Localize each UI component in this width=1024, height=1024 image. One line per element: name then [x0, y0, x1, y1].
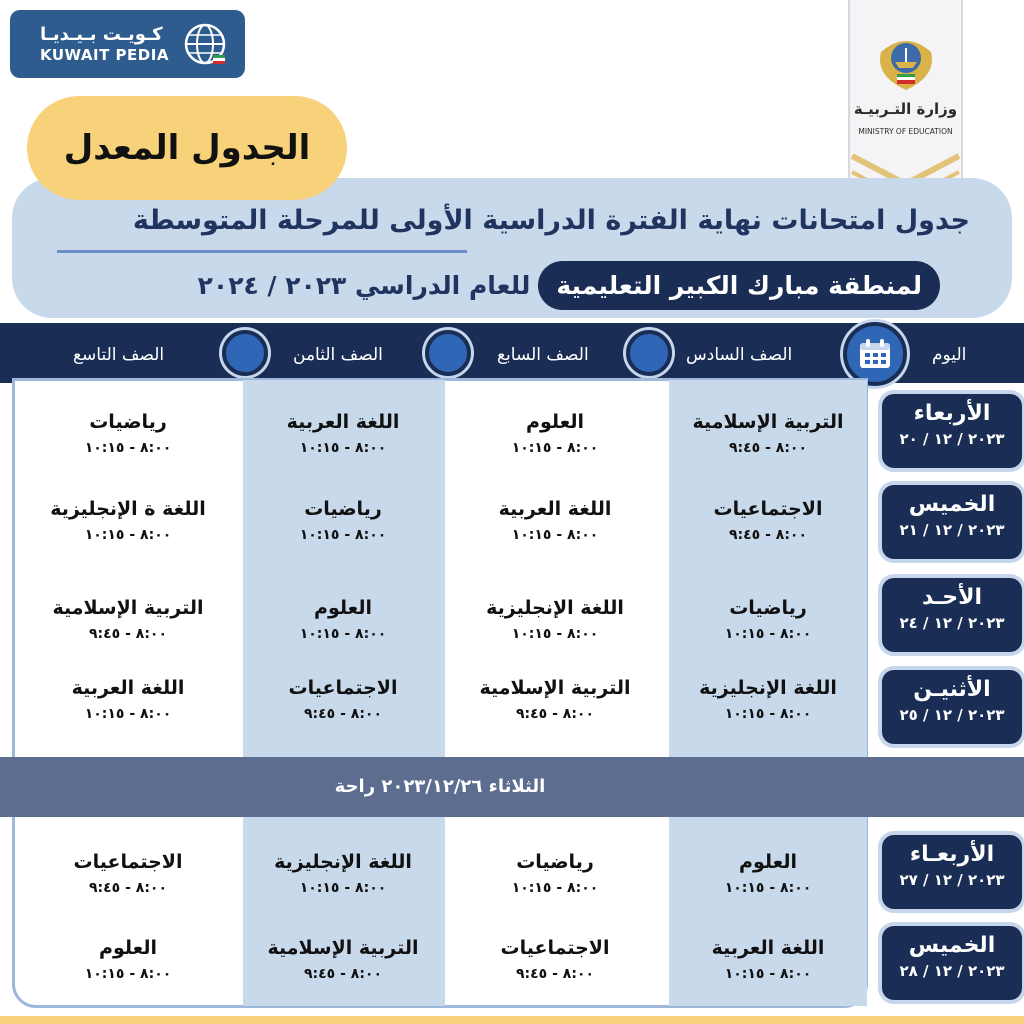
exam-cell [243, 676, 443, 724]
exam-subject: اللغة العربية [71, 677, 185, 699]
day-name: الخميس [908, 933, 996, 958]
kuwaitpedia-logo-ar: كـويـت بـيـديـا [40, 24, 163, 45]
exam-subject: العلوم [526, 411, 584, 433]
day-date: ٢٠٢٣ / ١٢ / ٢٠ [899, 430, 1005, 448]
exam-time: ٨:٠٠ - ١٠:١٥ [84, 527, 172, 543]
subtitle-underline [57, 250, 467, 253]
exam-subject: العلوم [739, 851, 797, 873]
exam-time: ٨:٠٠ - ١٠:١٥ [724, 880, 812, 896]
exam-time: ٨:٠٠ - ٩:٤٥ [88, 880, 168, 896]
exam-cell [28, 596, 228, 644]
exam-cell [28, 497, 228, 545]
exam-time: ٨:٠٠ - ١٠:١٥ [511, 880, 599, 896]
exam-cell [243, 497, 443, 545]
exam-subject: العلوم [314, 597, 372, 619]
exam-cell [243, 410, 443, 458]
exam-cell [668, 596, 868, 644]
exam-time: ٨:٠٠ - ١٠:١٥ [299, 880, 387, 896]
day-date: ٢٠٢٣ / ١٢ / ٢٨ [899, 962, 1005, 980]
exam-cell [28, 936, 228, 984]
exam-cell [243, 596, 443, 644]
exam-cell [668, 850, 868, 898]
exam-time: ٨:٠٠ - ٩:٤٥ [88, 626, 168, 642]
exam-cell [28, 850, 228, 898]
exam-time: ٨:٠٠ - ٩:٤٥ [303, 966, 383, 982]
exam-time: ٨:٠٠ - ١٠:١٥ [511, 626, 599, 642]
exam-subject: اللغة ة الإنجليزية [50, 498, 206, 520]
exam-subject: اللغة الإنجليزية [274, 851, 412, 873]
exam-subject: اللغة الإنجليزية [699, 677, 837, 699]
exam-cell [243, 936, 443, 984]
exam-cell [668, 497, 868, 545]
day-badge [882, 926, 1022, 1000]
day-date: ٢٠٢٣ / ١٢ / ٢٥ [899, 706, 1005, 724]
exam-time: ٨:٠٠ - ٩:٤٥ [303, 706, 383, 722]
exam-cell [455, 410, 655, 458]
exam-time: ٨:٠٠ - ١٠:١٥ [84, 440, 172, 456]
kuwaitpedia-logo [10, 10, 245, 78]
exam-time: ٨:٠٠ - ١٠:١٥ [84, 966, 172, 982]
day-date: ٢٠٢٣ / ١٢ / ٢٤ [899, 614, 1005, 632]
grade7-circle-icon [626, 330, 672, 376]
bottom-accent-line [0, 1016, 1024, 1024]
exam-cell [243, 850, 443, 898]
exam-time: ٨:٠٠ - ١٠:١٥ [511, 527, 599, 543]
day-date: ٢٠٢٣ / ١٢ / ٢١ [899, 521, 1005, 539]
day-name: الخميس [908, 492, 996, 517]
academic-year: للعام الدراسي ٢٠٢٣ / ٢٠٢٤ [197, 270, 531, 300]
exam-subject: الاجتماعيات [73, 851, 183, 873]
exam-subject: اللغة الإنجليزية [486, 597, 624, 619]
exam-cell [455, 936, 655, 984]
globe-icon [183, 22, 227, 66]
exam-time: ٨:٠٠ - ٩:٤٥ [728, 440, 808, 456]
day-badge [882, 485, 1022, 559]
exam-time: ٨:٠٠ - ٩:٤٥ [515, 706, 595, 722]
ministry-name-en: MINISTRY OF EDUCATION [858, 127, 953, 136]
rest-day-text: الثلاثاء ٢٠٢٣/١٢/٢٦ راحة [334, 776, 546, 797]
exam-time: ٨:٠٠ - ١٠:١٥ [724, 706, 812, 722]
exam-cell [668, 676, 868, 724]
column-header-grade7: الصف السابع [497, 345, 589, 365]
exam-subject: التربية الإسلامية [267, 937, 419, 959]
exam-subject: رياضيات [516, 851, 594, 873]
day-badge [882, 578, 1022, 652]
exam-time: ٨:٠٠ - ٩:٤٥ [728, 527, 808, 543]
exam-subject: الاجتماعيات [713, 498, 823, 520]
exam-time: ٨:٠٠ - ١٠:١٥ [299, 626, 387, 642]
ministry-name-ar: وزارة التـربيـة [853, 100, 958, 118]
day-name: الأثنيـن [913, 677, 991, 702]
exam-cell [668, 410, 868, 458]
day-name: الأربعـاء [909, 842, 995, 867]
exam-subject: اللغة العربية [286, 411, 400, 433]
exam-subject: التربية الإسلامية [479, 677, 631, 699]
exam-subject: التربية الإسلامية [692, 411, 844, 433]
grade9-circle-icon [222, 330, 268, 376]
region-row [40, 258, 940, 312]
exam-subject: رياضيات [729, 597, 807, 619]
exam-cell [455, 676, 655, 724]
exam-subject: اللغة العربية [711, 937, 825, 959]
day-name: الأربعاء [913, 401, 991, 426]
exam-cell [28, 410, 228, 458]
column-header-grade9: الصف التاسع [73, 345, 165, 365]
exam-cell [668, 936, 868, 984]
exam-subject: اللغة العربية [498, 498, 612, 520]
column-header-grade8: الصف الثامن [293, 345, 383, 365]
exam-subject: رياضيات [304, 498, 382, 520]
exam-time: ٨:٠٠ - ١٠:١٥ [724, 626, 812, 642]
exam-subject: العلوم [99, 937, 157, 959]
day-badge [882, 835, 1022, 909]
exam-time: ٨:٠٠ - ١٠:١٥ [299, 440, 387, 456]
exam-cell [455, 497, 655, 545]
grade8-circle-icon [425, 330, 471, 376]
exam-subject: الاجتماعيات [288, 677, 398, 699]
exam-cell [455, 596, 655, 644]
exam-subject: الاجتماعيات [500, 937, 610, 959]
exam-time: ٨:٠٠ - ٩:٤٥ [515, 966, 595, 982]
day-name: الأحـد [921, 585, 982, 610]
day-badge [882, 394, 1022, 468]
region-badge: لمنطقة مبارك الكبير التعليمية [538, 261, 940, 310]
exam-cell [455, 850, 655, 898]
exam-time: ٨:٠٠ - ١٠:١٥ [299, 527, 387, 543]
day-badge [882, 670, 1022, 744]
exam-cell [28, 676, 228, 724]
exam-subject: التربية الإسلامية [52, 597, 204, 619]
exam-time: ٨:٠٠ - ١٠:١٥ [511, 440, 599, 456]
title-badge: الجدول المعدل [27, 96, 347, 200]
kuwait-emblem-icon [875, 28, 937, 94]
day-date: ٢٠٢٣ / ١٢ / ٢٧ [899, 871, 1005, 889]
exam-subject: رياضيات [89, 411, 167, 433]
schedule-subtitle: جدول امتحانات نهاية الفترة الدراسية الأولى للمرحلة المتوسطة [132, 205, 970, 236]
exam-time: ٨:٠٠ - ١٠:١٥ [84, 706, 172, 722]
column-header-grade6: الصف السادس [686, 345, 793, 365]
kuwaitpedia-logo-en: KUWAIT PEDIA [40, 46, 169, 64]
calendar-icon [843, 322, 907, 386]
column-header-day: اليوم [932, 345, 967, 365]
exam-time: ٨:٠٠ - ١٠:١٥ [724, 966, 812, 982]
